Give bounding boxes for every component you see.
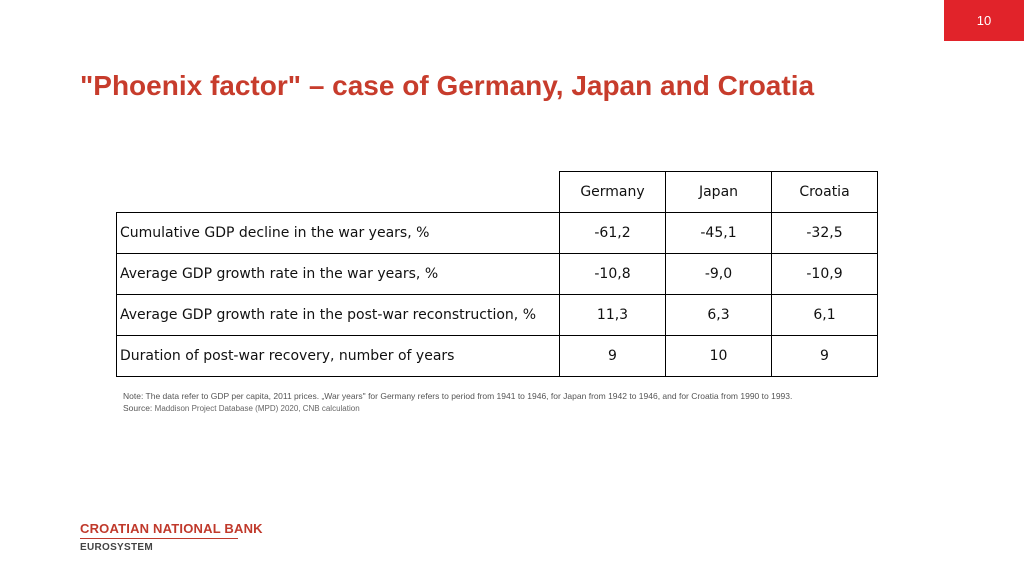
table-corner xyxy=(117,172,560,213)
footnote xyxy=(123,390,792,415)
row-label: Average GDP growth rate in the post-war reconstruction, % xyxy=(117,295,560,336)
table-header-row xyxy=(117,172,878,213)
cell-value: -45,1 xyxy=(666,213,772,254)
cell-value: 11,3 xyxy=(560,295,666,336)
column-header-japan: Japan xyxy=(666,172,772,213)
source-line xyxy=(123,402,792,415)
cell-value: -61,2 xyxy=(560,213,666,254)
table-row xyxy=(117,336,878,377)
note-text: Note: The data refer to GDP per capita, 2011 prices. „War years" for Germany refers to period from 1941 to 1946, for Japan from 1942 to 1946, and for Croatia from 1990 to 1993. xyxy=(123,391,793,401)
cell-value: -10,9 xyxy=(772,254,878,295)
logo-name: CROATIAN NATIONAL BANK xyxy=(80,521,263,536)
row-label: Average GDP growth rate in the war years, % xyxy=(117,254,560,295)
cell-value: -32,5 xyxy=(772,213,878,254)
logo-subtitle: EUROSYSTEM xyxy=(80,542,154,553)
cell-value: 6,3 xyxy=(666,295,772,336)
page-title: "Phoenix factor" – case of Germany, Japan and Croatia xyxy=(80,70,815,101)
cell-value: 10 xyxy=(666,336,772,377)
cell-value: 9 xyxy=(560,336,666,377)
row-label: Cumulative GDP decline in the war years, % xyxy=(117,213,560,254)
column-header-croatia: Croatia xyxy=(772,172,878,213)
page-number: 10 xyxy=(976,13,992,28)
cell-value: -9,0 xyxy=(666,254,772,295)
comparison-table xyxy=(116,171,878,377)
row-label: Duration of post-war recovery, number of years xyxy=(117,336,560,377)
cell-value: 9 xyxy=(772,336,878,377)
cnb-logo xyxy=(80,521,263,553)
table-row xyxy=(117,295,878,336)
source-label: Source: xyxy=(123,403,153,413)
column-header-germany: Germany xyxy=(560,172,666,213)
page-number-badge xyxy=(944,0,1024,41)
table-row xyxy=(117,213,878,254)
logo-divider xyxy=(80,538,238,539)
source-text: Maddison Project Database (MPD) 2020, CNB calculation xyxy=(154,404,360,413)
cell-value: -10,8 xyxy=(560,254,666,295)
table-row xyxy=(117,254,878,295)
cell-value: 6,1 xyxy=(772,295,878,336)
